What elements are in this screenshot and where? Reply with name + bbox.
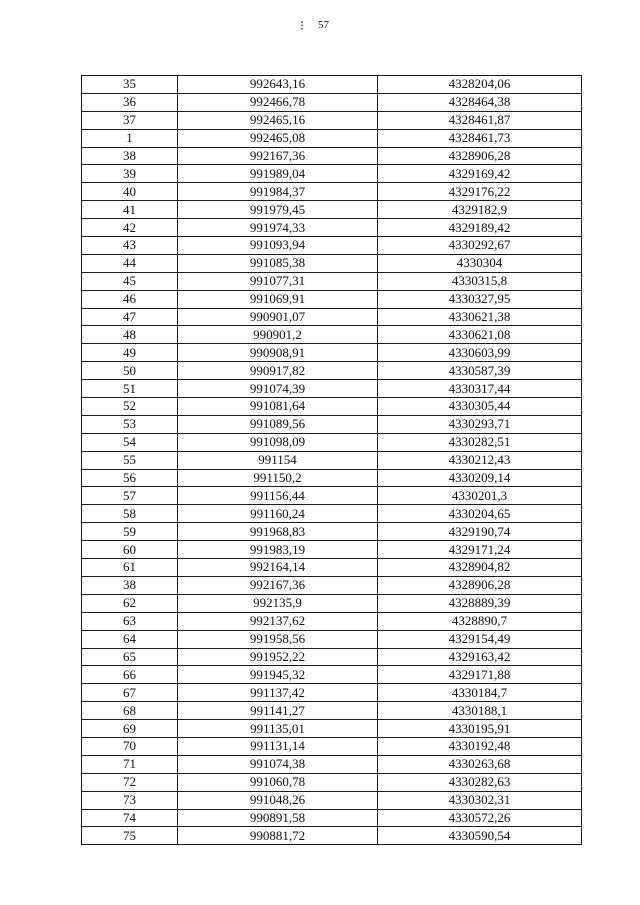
x-coordinate-cell: 992164,14 <box>178 559 378 577</box>
x-coordinate-cell: 991979,45 <box>178 201 378 219</box>
point-number-cell: 66 <box>82 666 178 684</box>
y-coordinate-cell: 4330302,31 <box>378 791 582 809</box>
x-coordinate-cell: 990891,58 <box>178 809 378 827</box>
x-coordinate-cell: 992465,16 <box>178 111 378 129</box>
table-row <box>82 165 582 183</box>
x-coordinate-cell: 991069,91 <box>178 290 378 308</box>
y-coordinate-cell: 4329189,42 <box>378 219 582 237</box>
table-row <box>82 791 582 809</box>
point-number-cell: 49 <box>82 344 178 362</box>
table-row <box>82 76 582 94</box>
y-coordinate-cell: 4330292,67 <box>378 237 582 255</box>
table-row <box>82 237 582 255</box>
point-number-cell: 56 <box>82 469 178 487</box>
coordinates-table-body <box>82 76 582 845</box>
y-coordinate-cell: 4330209,14 <box>378 469 582 487</box>
point-number-cell: 72 <box>82 773 178 791</box>
y-coordinate-cell: 4330305,44 <box>378 398 582 416</box>
point-number-cell: 52 <box>82 398 178 416</box>
point-number-cell: 65 <box>82 648 178 666</box>
y-coordinate-cell: 4329176,22 <box>378 183 582 201</box>
point-number-cell: 39 <box>82 165 178 183</box>
y-coordinate-cell: 4330621,08 <box>378 326 582 344</box>
x-coordinate-cell: 991048,26 <box>178 791 378 809</box>
x-coordinate-cell: 991945,32 <box>178 666 378 684</box>
table-row <box>82 415 582 433</box>
table-row <box>82 523 582 541</box>
x-coordinate-cell: 991150,2 <box>178 469 378 487</box>
y-coordinate-cell: 4329182,9 <box>378 201 582 219</box>
y-coordinate-cell: 4329171,24 <box>378 541 582 559</box>
x-coordinate-cell: 992466,78 <box>178 93 378 111</box>
y-coordinate-cell: 4330327,95 <box>378 290 582 308</box>
table-row <box>82 308 582 326</box>
y-coordinate-cell: 4330204,65 <box>378 505 582 523</box>
y-coordinate-cell: 4330317,44 <box>378 380 582 398</box>
y-coordinate-cell: 4330572,26 <box>378 809 582 827</box>
table-row <box>82 720 582 738</box>
table-row <box>82 362 582 380</box>
y-coordinate-cell: 4328461,73 <box>378 129 582 147</box>
point-number-cell: 59 <box>82 523 178 541</box>
point-number-cell: 37 <box>82 111 178 129</box>
table-row <box>82 433 582 451</box>
x-coordinate-cell: 991958,56 <box>178 630 378 648</box>
table-row <box>82 809 582 827</box>
point-number-cell: 42 <box>82 219 178 237</box>
y-coordinate-cell: 4330293,71 <box>378 415 582 433</box>
table-row <box>82 541 582 559</box>
x-coordinate-cell: 991077,31 <box>178 272 378 290</box>
point-number-cell: 35 <box>82 76 178 94</box>
table-row <box>82 398 582 416</box>
point-number-cell: 50 <box>82 362 178 380</box>
table-row <box>82 505 582 523</box>
table-row <box>82 451 582 469</box>
y-coordinate-cell: 4330212,43 <box>378 451 582 469</box>
point-number-cell: 48 <box>82 326 178 344</box>
point-number-cell: 43 <box>82 237 178 255</box>
table-row <box>82 630 582 648</box>
x-coordinate-cell: 991141,27 <box>178 702 378 720</box>
x-coordinate-cell: 991984,37 <box>178 183 378 201</box>
table-row <box>82 111 582 129</box>
x-coordinate-cell: 992643,16 <box>178 76 378 94</box>
table-row <box>82 290 582 308</box>
x-coordinate-cell: 991135,01 <box>178 720 378 738</box>
table-row <box>82 93 582 111</box>
table-row <box>82 559 582 577</box>
table-row <box>82 147 582 165</box>
scan-artifact-mark: ⁝ <box>300 18 305 33</box>
x-coordinate-cell: 991060,78 <box>178 773 378 791</box>
x-coordinate-cell: 991968,83 <box>178 523 378 541</box>
point-number-cell: 69 <box>82 720 178 738</box>
x-coordinate-cell: 991085,38 <box>178 254 378 272</box>
y-coordinate-cell: 4330282,63 <box>378 773 582 791</box>
point-number-cell: 36 <box>82 93 178 111</box>
table-row <box>82 666 582 684</box>
x-coordinate-cell: 990908,91 <box>178 344 378 362</box>
y-coordinate-cell: 4328461,87 <box>378 111 582 129</box>
x-coordinate-cell: 991989,04 <box>178 165 378 183</box>
point-number-cell: 68 <box>82 702 178 720</box>
point-number-cell: 70 <box>82 737 178 755</box>
point-number-cell: 61 <box>82 559 178 577</box>
y-coordinate-cell: 4330315,8 <box>378 272 582 290</box>
point-number-cell: 58 <box>82 505 178 523</box>
point-number-cell: 60 <box>82 541 178 559</box>
point-number-cell: 63 <box>82 612 178 630</box>
table-row <box>82 827 582 845</box>
x-coordinate-cell: 991952,22 <box>178 648 378 666</box>
x-coordinate-cell: 992465,08 <box>178 129 378 147</box>
x-coordinate-cell: 991074,38 <box>178 755 378 773</box>
y-coordinate-cell: 4328464,38 <box>378 93 582 111</box>
y-coordinate-cell: 4328906,28 <box>378 576 582 594</box>
page-number: 57 <box>318 19 329 31</box>
x-coordinate-cell: 990881,72 <box>178 827 378 845</box>
y-coordinate-cell: 4330184,7 <box>378 684 582 702</box>
y-coordinate-cell: 4330195,91 <box>378 720 582 738</box>
table-row <box>82 326 582 344</box>
y-coordinate-cell: 4330282,51 <box>378 433 582 451</box>
table-row <box>82 702 582 720</box>
table-row <box>82 469 582 487</box>
x-coordinate-cell: 991160,24 <box>178 505 378 523</box>
table-row <box>82 594 582 612</box>
x-coordinate-cell: 992167,36 <box>178 576 378 594</box>
y-coordinate-cell: 4330603,99 <box>378 344 582 362</box>
table-row <box>82 684 582 702</box>
table-row <box>82 612 582 630</box>
y-coordinate-cell: 4328906,28 <box>378 147 582 165</box>
y-coordinate-cell: 4330192,48 <box>378 737 582 755</box>
y-coordinate-cell: 4330188,1 <box>378 702 582 720</box>
x-coordinate-cell: 991093,94 <box>178 237 378 255</box>
x-coordinate-cell: 991131,14 <box>178 737 378 755</box>
x-coordinate-cell: 991074,39 <box>178 380 378 398</box>
table-row <box>82 755 582 773</box>
point-number-cell: 45 <box>82 272 178 290</box>
y-coordinate-cell: 4328889,39 <box>378 594 582 612</box>
y-coordinate-cell: 4328904,82 <box>378 559 582 577</box>
y-coordinate-cell: 4330621,38 <box>378 308 582 326</box>
y-coordinate-cell: 4330304 <box>378 254 582 272</box>
point-number-cell: 74 <box>82 809 178 827</box>
table-row <box>82 254 582 272</box>
point-number-cell: 67 <box>82 684 178 702</box>
x-coordinate-cell: 992135,9 <box>178 594 378 612</box>
table-row <box>82 129 582 147</box>
point-number-cell: 54 <box>82 433 178 451</box>
x-coordinate-cell: 990901,07 <box>178 308 378 326</box>
point-number-cell: 55 <box>82 451 178 469</box>
table-row <box>82 183 582 201</box>
point-number-cell: 44 <box>82 254 178 272</box>
y-coordinate-cell: 4330590,54 <box>378 827 582 845</box>
point-number-cell: 75 <box>82 827 178 845</box>
x-coordinate-cell: 992137,62 <box>178 612 378 630</box>
y-coordinate-cell: 4329163,42 <box>378 648 582 666</box>
y-coordinate-cell: 4330201,3 <box>378 487 582 505</box>
point-number-cell: 40 <box>82 183 178 201</box>
x-coordinate-cell: 990917,82 <box>178 362 378 380</box>
table-row <box>82 344 582 362</box>
point-number-cell: 47 <box>82 308 178 326</box>
point-number-cell: 46 <box>82 290 178 308</box>
y-coordinate-cell: 4329171,88 <box>378 666 582 684</box>
y-coordinate-cell: 4329169,42 <box>378 165 582 183</box>
table-row <box>82 201 582 219</box>
point-number-cell: 62 <box>82 594 178 612</box>
y-coordinate-cell: 4328204,06 <box>378 76 582 94</box>
x-coordinate-cell: 991983,19 <box>178 541 378 559</box>
x-coordinate-cell: 991081,64 <box>178 398 378 416</box>
x-coordinate-cell: 991974,33 <box>178 219 378 237</box>
x-coordinate-cell: 991098,09 <box>178 433 378 451</box>
x-coordinate-cell: 991089,56 <box>178 415 378 433</box>
table-row <box>82 576 582 594</box>
point-number-cell: 1 <box>82 129 178 147</box>
table-row <box>82 648 582 666</box>
point-number-cell: 38 <box>82 147 178 165</box>
table-row <box>82 737 582 755</box>
y-coordinate-cell: 4328890,7 <box>378 612 582 630</box>
point-number-cell: 73 <box>82 791 178 809</box>
point-number-cell: 41 <box>82 201 178 219</box>
point-number-cell: 38 <box>82 576 178 594</box>
x-coordinate-cell: 992167,36 <box>178 147 378 165</box>
table-row <box>82 773 582 791</box>
table-row <box>82 272 582 290</box>
y-coordinate-cell: 4330587,39 <box>378 362 582 380</box>
table-row <box>82 380 582 398</box>
point-number-cell: 51 <box>82 380 178 398</box>
y-coordinate-cell: 4330263,68 <box>378 755 582 773</box>
point-number-cell: 53 <box>82 415 178 433</box>
x-coordinate-cell: 991137,42 <box>178 684 378 702</box>
x-coordinate-cell: 991154 <box>178 451 378 469</box>
y-coordinate-cell: 4329190,74 <box>378 523 582 541</box>
point-number-cell: 64 <box>82 630 178 648</box>
coordinates-table <box>81 75 582 845</box>
y-coordinate-cell: 4329154,49 <box>378 630 582 648</box>
point-number-cell: 57 <box>82 487 178 505</box>
table-row <box>82 219 582 237</box>
point-number-cell: 71 <box>82 755 178 773</box>
x-coordinate-cell: 991156,44 <box>178 487 378 505</box>
table-row <box>82 487 582 505</box>
x-coordinate-cell: 990901,2 <box>178 326 378 344</box>
